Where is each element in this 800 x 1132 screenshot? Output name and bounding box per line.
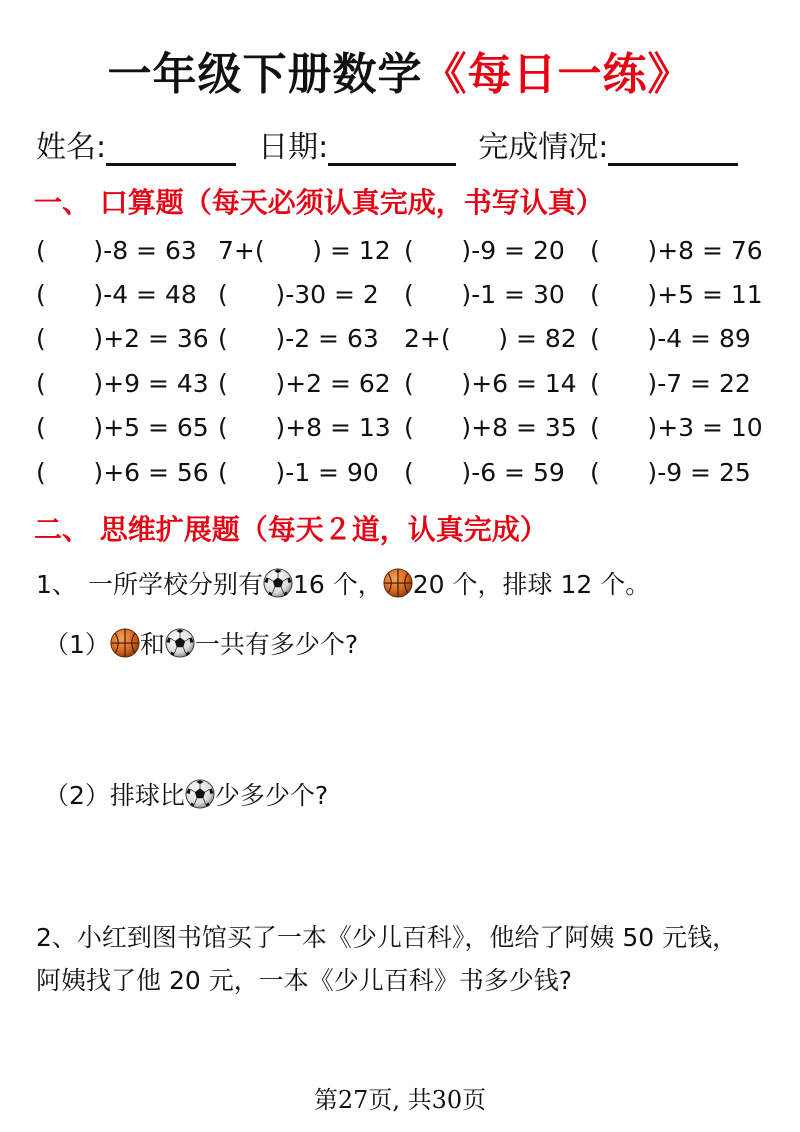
sub-2-text-b: 少多少个? (214, 781, 329, 810)
sub-1-conjunction: 和 (139, 630, 165, 659)
problem[interactable]: ( )+2 = 62 (218, 368, 391, 398)
question-2-line-2: 阿姨找了他 20 元，一本《少儿百科》书多少钱? (36, 966, 572, 995)
title-highlight: 《每日一练》 (422, 49, 693, 100)
problem[interactable]: ( )-1 = 90 (218, 457, 379, 487)
date-label: 日期: (258, 130, 329, 165)
problem[interactable]: ( )+8 = 76 (590, 235, 763, 265)
problem[interactable]: ( )-9 = 20 (404, 235, 565, 265)
student-info-row (36, 122, 738, 166)
section2-heading: 二、 思维扩展题（每天２道，认真完成） (34, 513, 548, 546)
soccer-ball-icon (185, 779, 215, 809)
page-number: 第27页, 共30页 (313, 1086, 487, 1114)
soccer-ball-icon (263, 568, 293, 598)
mental-math-grid (36, 228, 766, 494)
sub-1-question: 一共有多少个? (194, 630, 359, 659)
answer-space-1[interactable] (44, 672, 764, 762)
problem[interactable]: ( )+5 = 65 (36, 413, 209, 443)
problem[interactable]: ( )-7 = 22 (590, 368, 751, 398)
problem[interactable]: ( )+8 = 35 (404, 413, 577, 443)
page-title (0, 38, 800, 102)
question-2-line-1: 2、小红到图书馆买了一本《少儿百科》，他给了阿姨 50 元钱， (36, 923, 738, 952)
question-1-text-b: 16 个， (293, 570, 383, 599)
name-label: 姓名: (36, 130, 107, 165)
question-1-number: 1、 (36, 570, 77, 599)
answer-space-3[interactable] (36, 1005, 756, 1070)
sub-1-number: （1） (44, 630, 110, 659)
status-label: 完成情况: (478, 130, 609, 165)
section1-heading: 一、 口算题（每天必须认真完成，书写认真） (34, 186, 604, 219)
problem[interactable]: ( )+5 = 11 (590, 280, 763, 310)
answer-space-2[interactable] (44, 822, 764, 912)
problem[interactable]: ( )+6 = 14 (404, 368, 577, 398)
status-blank[interactable] (608, 133, 738, 166)
name-blank[interactable] (106, 133, 236, 166)
question-1-text-a: 一所学校分别有 (88, 570, 264, 599)
title-main: 一年级下册数学 (107, 49, 423, 100)
problem[interactable]: ( )-9 = 25 (590, 457, 751, 487)
question-1-sub-2 (44, 776, 328, 812)
problem[interactable]: ( )+6 = 56 (36, 457, 209, 487)
problem[interactable]: ( )-4 = 48 (36, 280, 197, 310)
question-1-sub-1 (44, 625, 358, 661)
question-1-text-c: 20 个，排球 12 个。 (412, 570, 651, 599)
problem[interactable]: 7+( ) = 12 (218, 235, 391, 265)
sub-2-text-a: 排球比 (109, 781, 185, 810)
question-1 (36, 565, 650, 601)
problem[interactable]: ( )+3 = 10 (590, 413, 763, 443)
problem[interactable]: ( )+8 = 13 (218, 413, 391, 443)
problem[interactable]: ( )-1 = 30 (404, 280, 565, 310)
problem[interactable]: ( )-30 = 2 (218, 280, 379, 310)
problem[interactable]: ( )+2 = 36 (36, 324, 209, 354)
problem[interactable]: ( )-2 = 63 (218, 324, 379, 354)
date-blank[interactable] (328, 133, 456, 166)
basketball-icon (110, 628, 140, 658)
soccer-ball-icon (165, 628, 195, 658)
problem[interactable]: ( )+9 = 43 (36, 368, 209, 398)
sub-2-number: （2） (44, 781, 110, 810)
problem[interactable]: 2+( ) = 82 (404, 324, 577, 354)
problem[interactable]: ( )-8 = 63 (36, 235, 197, 265)
problem[interactable]: ( )-4 = 89 (590, 324, 751, 354)
basketball-icon (383, 568, 413, 598)
problem[interactable]: ( )-6 = 59 (404, 457, 565, 487)
